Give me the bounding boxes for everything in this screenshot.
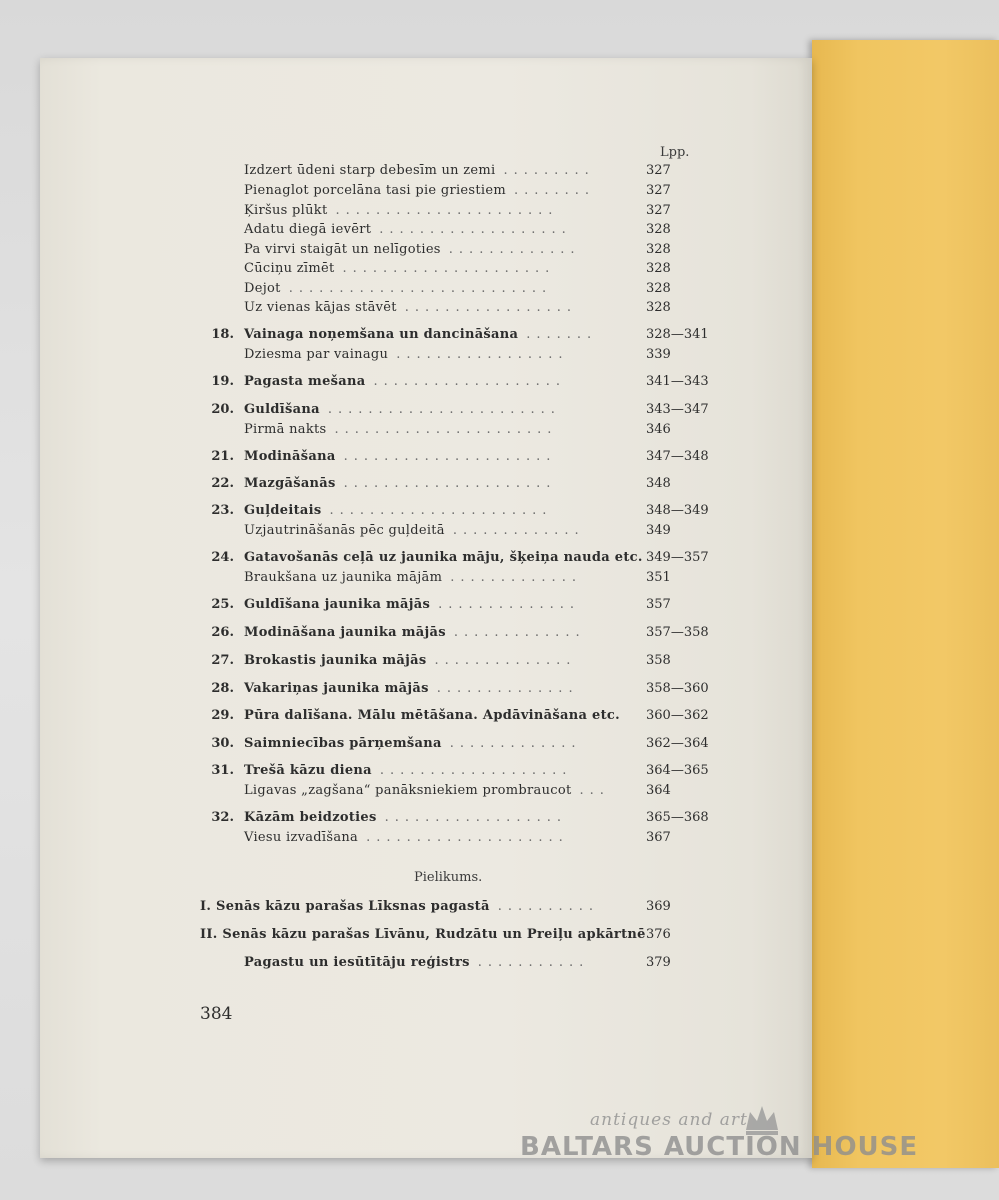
entry-title: Dziesma par vainagu [244, 347, 389, 362]
entry-page: 339 [646, 347, 671, 362]
leader-dots: ...................... [335, 203, 559, 218]
leader-dots: ......... [503, 163, 595, 178]
toc-entry-row [0, 326, 999, 344]
entry-page: 365—368 [646, 810, 709, 825]
toc-entry-row [0, 624, 999, 642]
entry-title: Guļdeitais [244, 503, 322, 518]
toc-entry-row [0, 221, 999, 239]
entry-page: 348—349 [646, 503, 709, 518]
leader-dots: ................... [379, 763, 573, 778]
leader-dots: ................... [373, 374, 566, 389]
entry-title: Modināšana jaunika mājās [244, 625, 446, 640]
entry-page: 376 [646, 927, 671, 942]
entry-page: 328—341 [646, 327, 709, 342]
leader-dots: ............. [448, 242, 581, 257]
leader-dots: ....................... [327, 402, 561, 417]
toc-entry-row [0, 782, 999, 800]
entry-title: Mazgāšanās [244, 476, 336, 491]
entry-number: 32. [211, 810, 234, 825]
watermark-name: BALTARS AUCTION HOUSE [520, 1132, 919, 1162]
entry-title: Brokastis jaunika mājās [244, 653, 427, 668]
entry-title: Adatu diegā ievērt [244, 222, 372, 237]
toc-entry-row [0, 401, 999, 419]
entry-page: 358 [646, 653, 671, 668]
entry-page: 328 [646, 281, 671, 296]
entry-title: Izdzert ūdeni starp debesīm un zemi [244, 163, 496, 178]
entry-title: Guldīšana [244, 402, 320, 417]
entry-number: 18. [211, 327, 234, 342]
toc-entry-row [0, 475, 999, 493]
leader-dots: ........... [477, 955, 590, 970]
toc-entry-row [0, 502, 999, 520]
entry-page: 364 [646, 783, 671, 798]
entry-page: 328 [646, 222, 671, 237]
toc-entry-row [0, 707, 999, 725]
entry-title: Vakariņas jaunika mājās [244, 681, 429, 696]
entry-title: Pa virvi staigāt un nelīgoties [244, 242, 441, 257]
toc-entry-row [0, 596, 999, 614]
page-number: 384 [200, 1004, 233, 1024]
entry-number: 19. [211, 374, 234, 389]
entry-title: Ķiršus plūkt [244, 203, 328, 218]
entry-number: 29. [211, 708, 234, 723]
leader-dots: ............. [453, 625, 586, 640]
entry-page: 367 [646, 830, 671, 845]
entry-title: Pūra dalīšana. Mālu mētāšana. Apdāvināšana etc. [244, 708, 620, 723]
crown-icon [742, 1102, 782, 1136]
entry-page: 369 [646, 899, 671, 914]
entry-title: Dejot [244, 281, 281, 296]
entry-title: Viesu izvadīšana [244, 830, 359, 845]
entry-page: 346 [646, 422, 671, 437]
leader-dots: .............. [436, 681, 579, 696]
entry-title: Vainaga noņemšana un dancināšana [244, 327, 519, 342]
leader-dots: ............. [449, 736, 582, 751]
entry-title: Cūciņu zīmēt [244, 261, 335, 276]
toc-entry-row [0, 829, 999, 847]
entry-page: 349 [646, 523, 671, 538]
entry-title: I. Senās kāzu parašas Līksnas pagastā [200, 899, 490, 914]
toc-entry-row [0, 421, 999, 439]
entry-page: 362—364 [646, 736, 709, 751]
entry-title: Braukšana uz jaunika mājām [244, 570, 443, 585]
entry-title: Guldīšana jaunika mājās [244, 597, 431, 612]
leader-dots: ................... [379, 222, 572, 237]
watermark-script: antiques and art [590, 1110, 748, 1130]
leader-dots: ....... [526, 327, 598, 342]
entry-title: Kāzām beidzoties [244, 810, 377, 825]
entry-page: 328 [646, 242, 671, 257]
toc-entry-row [0, 280, 999, 298]
toc-entry-row [0, 448, 999, 466]
leader-dots: .................. [384, 810, 567, 825]
entry-title: Modināšana [244, 449, 336, 464]
toc-entry-row [0, 373, 999, 391]
appendix-row [0, 926, 999, 944]
toc-entry-row [0, 680, 999, 698]
entry-title: Pirmā nakts [244, 422, 327, 437]
entry-number: 27. [211, 653, 234, 668]
toc-entry-row [0, 762, 999, 780]
toc-entry-row [0, 241, 999, 259]
entry-number: 22. [211, 476, 234, 491]
leader-dots: ...................... [329, 503, 553, 518]
toc-entry-row [0, 652, 999, 670]
leader-dots: ............. [450, 570, 582, 585]
entry-page: 360—362 [646, 708, 709, 723]
entry-page: 351 [646, 570, 671, 585]
entry-number: 30. [211, 736, 234, 751]
toc-entry-row [0, 569, 999, 587]
leader-dots: ...................... [334, 422, 558, 437]
leader-dots: ..................... [343, 449, 557, 464]
appendix-heading: Pielikums. [414, 870, 483, 885]
entry-title: Trešā kāzu diena [244, 763, 372, 778]
toc-entry-row [0, 299, 999, 317]
leader-dots: .......................... [288, 281, 553, 296]
entry-title: Uz vienas kājas stāvēt [244, 300, 397, 315]
entry-page: 357—358 [646, 625, 709, 640]
watermark [520, 1110, 920, 1170]
entry-title: II. Senās kāzu parašas Līvānu, Rudzātu un Preiļu apkārtnē [200, 927, 646, 942]
entry-page: 341—343 [646, 374, 709, 389]
leader-dots: ..................... [343, 476, 557, 491]
entry-title: Ligavas „zagšana“ panāksniekiem prombraucot [244, 783, 572, 798]
entry-page: 327 [646, 183, 671, 198]
toc-entry-row [0, 809, 999, 827]
entry-title: Pagastu un iesūtītāju reģistrs [244, 955, 470, 970]
leader-dots: .............. [438, 597, 580, 612]
entry-number: 24. [211, 550, 234, 565]
entry-number: 21. [211, 449, 234, 464]
entry-title: Pienaglot porcelāna tasi pie griestiem [244, 183, 506, 198]
entry-page: 358—360 [646, 681, 709, 696]
entry-page: 343—347 [646, 402, 709, 417]
entry-title: Pagasta mešana [244, 374, 366, 389]
entry-number: 28. [211, 681, 234, 696]
entry-number: 31. [211, 763, 234, 778]
entry-page: 349—357 [646, 550, 709, 565]
entry-page: 357 [646, 597, 671, 612]
toc-entry-row [0, 735, 999, 753]
leader-dots: .......... [497, 899, 600, 914]
leader-dots: ................. [404, 300, 578, 315]
entry-number: 23. [211, 503, 234, 518]
leader-dots: ................. [396, 347, 569, 362]
entry-page: 364—365 [646, 763, 709, 778]
toc-entry-row [0, 182, 999, 200]
appendix-row [0, 954, 999, 972]
entry-page: 328 [646, 300, 671, 315]
entry-number: 20. [211, 402, 234, 417]
entry-number: 25. [211, 597, 234, 612]
entry-page: 347—348 [646, 449, 709, 464]
entry-page: 327 [646, 203, 671, 218]
entry-page: 327 [646, 163, 671, 178]
leader-dots: ... [579, 783, 610, 798]
leader-dots: .................... [366, 830, 569, 845]
leader-dots: ..................... [342, 261, 556, 276]
toc-entry-row [0, 162, 999, 180]
leader-dots: ........ [514, 183, 596, 198]
leader-dots: ............. [452, 523, 585, 538]
entry-page: 328 [646, 261, 671, 276]
toc-entry-row [0, 549, 999, 567]
entry-title: Uzjautrināšanās pēc guļdeitā [244, 523, 445, 538]
column-header: Lpp. [660, 145, 690, 160]
toc-entry-row [0, 346, 999, 364]
entry-title: Saimniecības pārņemšana [244, 736, 442, 751]
toc-entry-row [0, 202, 999, 220]
entry-page: 379 [646, 955, 671, 970]
entry-title: Gatavošanās ceļā uz jaunika māju, šķeiņa nauda etc. [244, 550, 643, 565]
leader-dots: .............. [434, 653, 577, 668]
entry-number: 26. [211, 625, 234, 640]
entry-page: 348 [646, 476, 671, 491]
toc-entry-row [0, 260, 999, 278]
appendix-row [0, 898, 999, 916]
toc-entry-row [0, 522, 999, 540]
